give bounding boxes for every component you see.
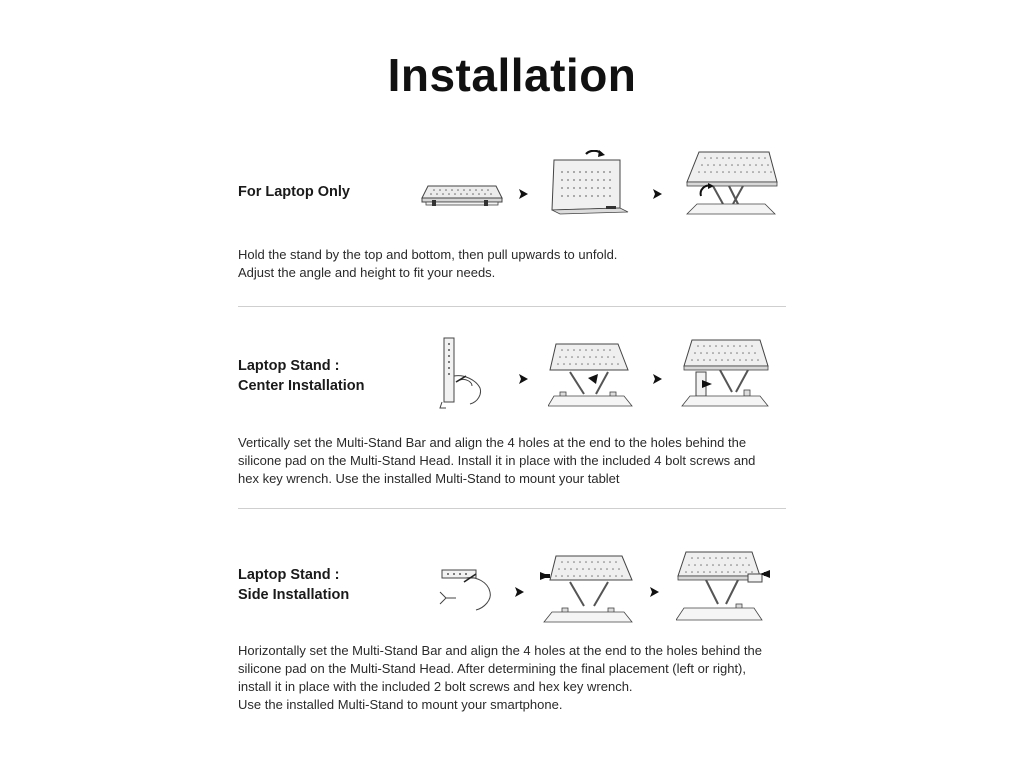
bar-attach-illustration [436, 336, 496, 412]
step-arrow-icon [519, 371, 528, 389]
step-arrow-icon [650, 584, 659, 602]
center-installed-illustration [680, 336, 770, 410]
folded-stand-illustration [420, 176, 504, 210]
section-description: Vertically set the Multi-Stand Bar and align the 4 holes at the end to the holes behind the silicone pad on the Multi-Stand Head. Install it in place with the included 4 bolt screws and hex key wrench. Use the installed Multi-Stand to mount your tablet [238, 435, 756, 486]
section-divider [238, 508, 786, 509]
section-divider [238, 306, 786, 307]
center-mount-illustration [548, 340, 634, 410]
step-arrow-icon [515, 584, 524, 602]
step-arrow-icon [653, 371, 662, 389]
section-description: Hold the stand by the top and bottom, then pull upwards to unfold. Adjust the angle and height to fit your needs. [238, 247, 618, 280]
section-title: For Laptop Only [238, 184, 350, 200]
section-title: Laptop Stand : Side Installation [238, 567, 350, 603]
section-description: Horizontally set the Multi-Stand Bar and align the 4 holes at the end to the holes behind the silicone pad on the Multi-Stand Head. After determining the final placement (left or right), install it in place with the included 2 bolt screws and hex key wrench. Use the installed Multi-Stand to mount your smartphone. [238, 643, 762, 712]
unfolded-stand-illustration [683, 146, 779, 218]
side-mount-illustration [538, 552, 638, 626]
page-title: Installation [387, 49, 637, 101]
step-arrow-icon [519, 186, 528, 204]
side-installed-illustration [676, 548, 772, 624]
section-title: Laptop Stand : Center Installation [238, 358, 365, 394]
step-arrow-icon [653, 186, 662, 204]
lifting-stand-illustration [548, 150, 630, 216]
side-bar-attach-illustration [436, 562, 498, 616]
